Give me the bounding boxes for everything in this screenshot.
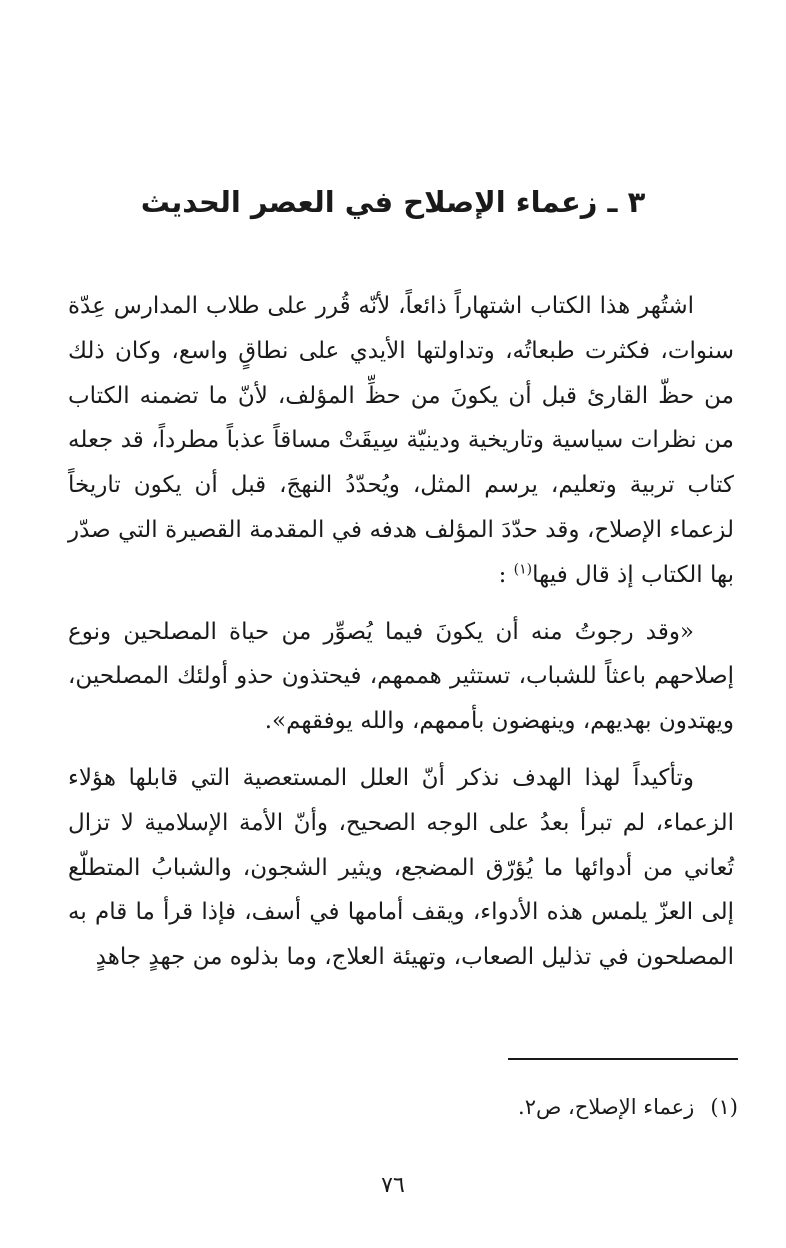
- quote-paragraph: «وقد رجوتُ منه أن يكونَ فيما يُصوِّر من حياة المصلحين ونوع إصلاحهم باعثاً للشباب، تستثير هممهم، فيحتذون حذو أولئك المصلحين، ويهتدون بهديهم، وينهضون بأممهم، والله يوفقهم».: [68, 618, 734, 735]
- chapter-title: ٣ ـ زعماء الإصلاح في العصر الحديث: [140, 185, 646, 219]
- page-number: ٧٦: [381, 1173, 405, 1198]
- footnote-reference: (١): [513, 561, 533, 578]
- paragraph-intro-text: اشتُهر هذا الكتاب اشتهاراً ذائعاً، لأنّه قُرر على طلاب المدارس عِدّة سنوات، فكثرت طبعاتُه، وتداولتها الأيدي على نطاقٍ واسع، وكان ذلك من حظّ القارئ قبل أن يكونَ من حظِّ المؤلف، لأنّ ما تضمنه الكتاب من نظرات سياسية وتاريخية ودينيّة سِيقَتْ مساقاً عذباً مطرداً، قد جعله كتاب تربية وتعليم، يرسم المثل، ويُحدّدُ النهجَ، قبل أن يكون تاريخاً لزعماء الإصلاح، وقد حدّدَ المؤلف هدفه في المقدمة القصيرة التي صدّر بها الكتاب إذ قال فيها: [68, 293, 734, 588]
- paragraph-intro-end: :: [498, 561, 514, 588]
- footnote-text: زعماء الإصلاح، ص٢.: [518, 1095, 695, 1119]
- footnote-divider: [508, 1058, 738, 1060]
- footnote-number: (١): [710, 1095, 738, 1119]
- footnote: [78, 1090, 738, 1124]
- paragraph-emphasis: وتأكيداً لهذا الهدف نذكر أنّ العلل المستعصية التي قابلها هؤلاء الزعماء، لم تبرأ بعدُ على الوجه الصحيح، وأنّ الأمة الإسلامية لا تزال تُعاني من أدوائها ما يُؤرّق المضجع، ويثير الشجون، والشبابُ المتطلّع إلى العزّ يلمس هذه الأدواء، ويقف أمامها في أسف، فإذا قرأ ما قام به المصلحون في تذليل الصعاب، وتهيئة العلاج، وما بذلوه من جهدٍ جاهدٍ: [68, 764, 734, 971]
- body-text: [68, 284, 734, 992]
- paragraph-intro: [68, 284, 734, 598]
